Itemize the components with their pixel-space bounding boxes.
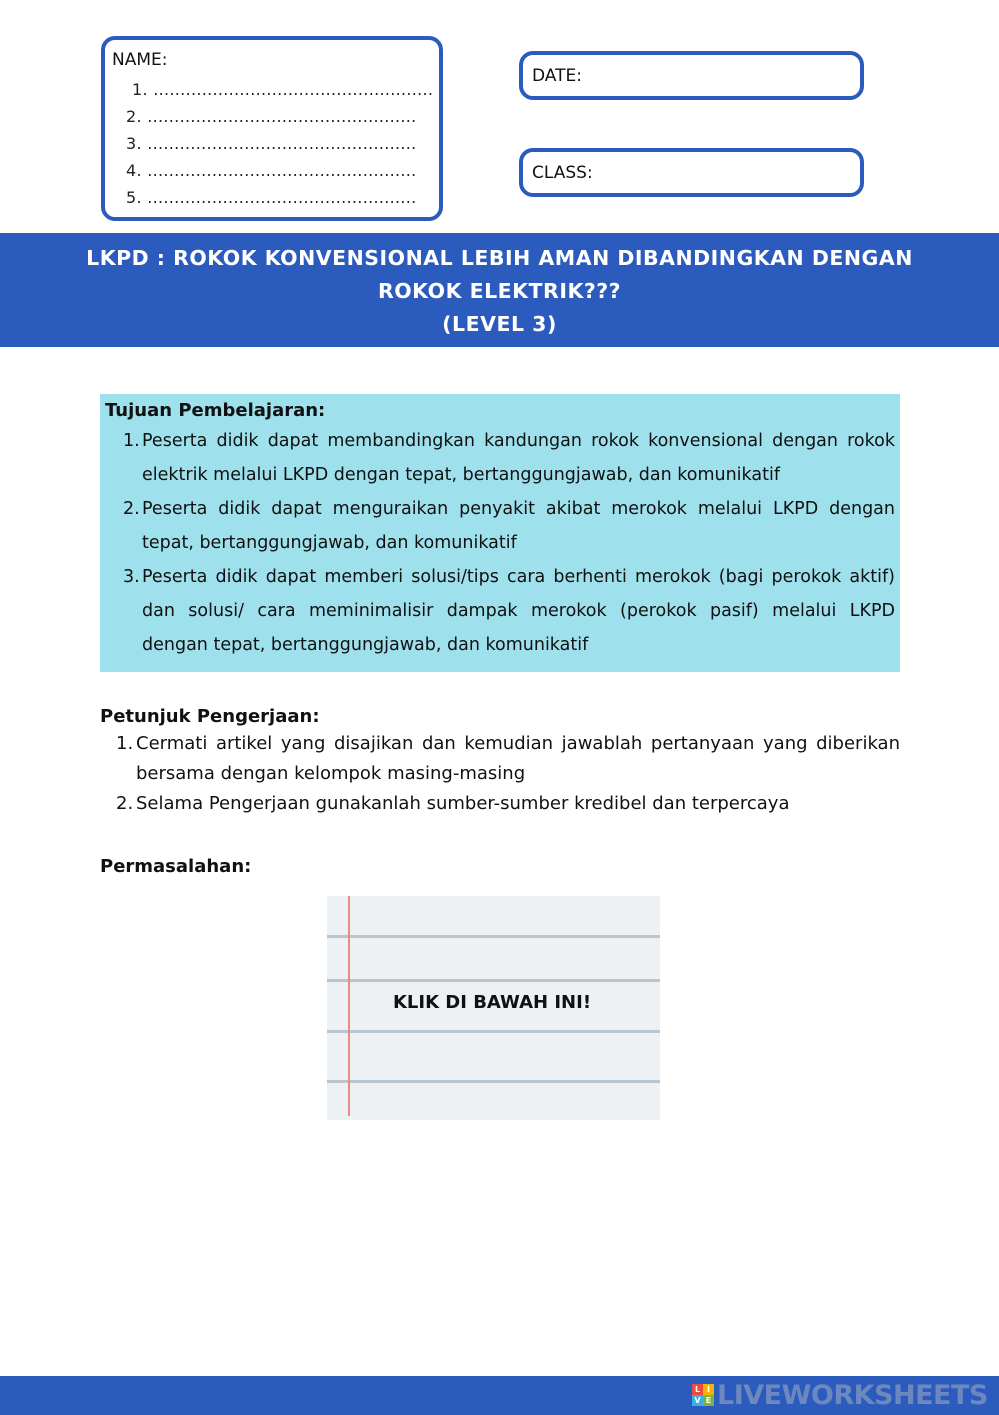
date-label: DATE:: [532, 66, 582, 86]
name-line-3[interactable]: 3. ..................................................: [126, 134, 417, 153]
ruled-line: [327, 1080, 660, 1083]
logo-letter: L: [692, 1384, 703, 1395]
list-number: 1.: [123, 431, 140, 451]
title-banner: [0, 233, 999, 347]
list-text: Cermati artikel yang disajikan dan kemudian jawablah pertanyaan yang diberikan bersama dengan kelompok masing-masing: [136, 733, 900, 784]
logo-letter: E: [703, 1395, 714, 1406]
problem-heading: Permasalahan:: [100, 856, 252, 877]
instructions-section: [100, 706, 900, 819]
name-label: NAME:: [112, 50, 168, 70]
instructions-heading: Petunjuk Pengerjaan:: [100, 706, 320, 727]
learning-objectives-box: [100, 394, 900, 672]
ruled-line: [327, 979, 660, 982]
list-item: [100, 729, 900, 789]
liveworksheets-wordmark: LIVEWORKSHEETS: [717, 1379, 988, 1411]
liveworksheets-logo[interactable]: [692, 1379, 988, 1411]
title-line-2: ROKOK ELEKTRIK???: [377, 279, 622, 303]
logo-letter: V: [692, 1395, 703, 1406]
list-number: 2.: [123, 499, 140, 519]
list-number: 1.: [116, 733, 134, 754]
ruled-line: [327, 935, 660, 938]
list-item: [105, 560, 895, 662]
list-number: 2.: [116, 793, 134, 814]
name-line-5[interactable]: 5. ..................................................: [126, 188, 417, 207]
list-number: 3.: [123, 567, 140, 587]
name-line-1[interactable]: 1. ....................................................: [132, 80, 434, 99]
list-text: Peserta didik dapat memberi solusi/tips cara berhenti merokok (bagi perokok aktif) dan solusi/ cara meminimalisir dampak merokok (perokok pasif) melalui LKPD dengan tepat, bertanggungjawab, dan komunikatif: [142, 567, 895, 655]
notepad-link-button[interactable]: [327, 896, 660, 1120]
title-line-1: LKPD : ROKOK KONVENSIONAL LEBIH AMAN DIBANDINGKAN DENGAN: [86, 246, 913, 270]
name-line-2[interactable]: 2. ..................................................: [126, 107, 417, 126]
list-text: Peserta didik dapat menguraikan penyakit akibat merokok melalui LKPD dengan tepat, bertanggungjawab, dan komunikatif: [142, 499, 895, 553]
list-item: [105, 492, 895, 560]
name-box: [101, 36, 443, 221]
learning-objectives-heading: Tujuan Pembelajaran:: [105, 400, 326, 421]
list-item: [100, 789, 900, 819]
class-label: CLASS:: [532, 163, 593, 183]
logo-letter: I: [703, 1384, 714, 1395]
name-line-4[interactable]: 4. ..................................................: [126, 161, 417, 180]
title-line-3: (LEVEL 3): [442, 312, 557, 336]
click-here-label[interactable]: KLIK DI BAWAH INI!: [392, 992, 592, 1013]
list-text: Selama Pengerjaan gunakanlah sumber-sumber kredibel dan terpercaya: [136, 793, 790, 814]
list-text: Peserta didik dapat membandingkan kandungan rokok konvensional dengan rokok elektrik melalui LKPD dengan tepat, bertanggungjawab, dan komunikatif: [142, 431, 895, 485]
list-item: [105, 424, 895, 492]
learning-objectives-list: [105, 424, 895, 662]
class-field[interactable]: [519, 148, 864, 197]
liveworksheets-icon: [692, 1384, 714, 1406]
date-field[interactable]: [519, 51, 864, 100]
ruled-line: [327, 1030, 660, 1033]
